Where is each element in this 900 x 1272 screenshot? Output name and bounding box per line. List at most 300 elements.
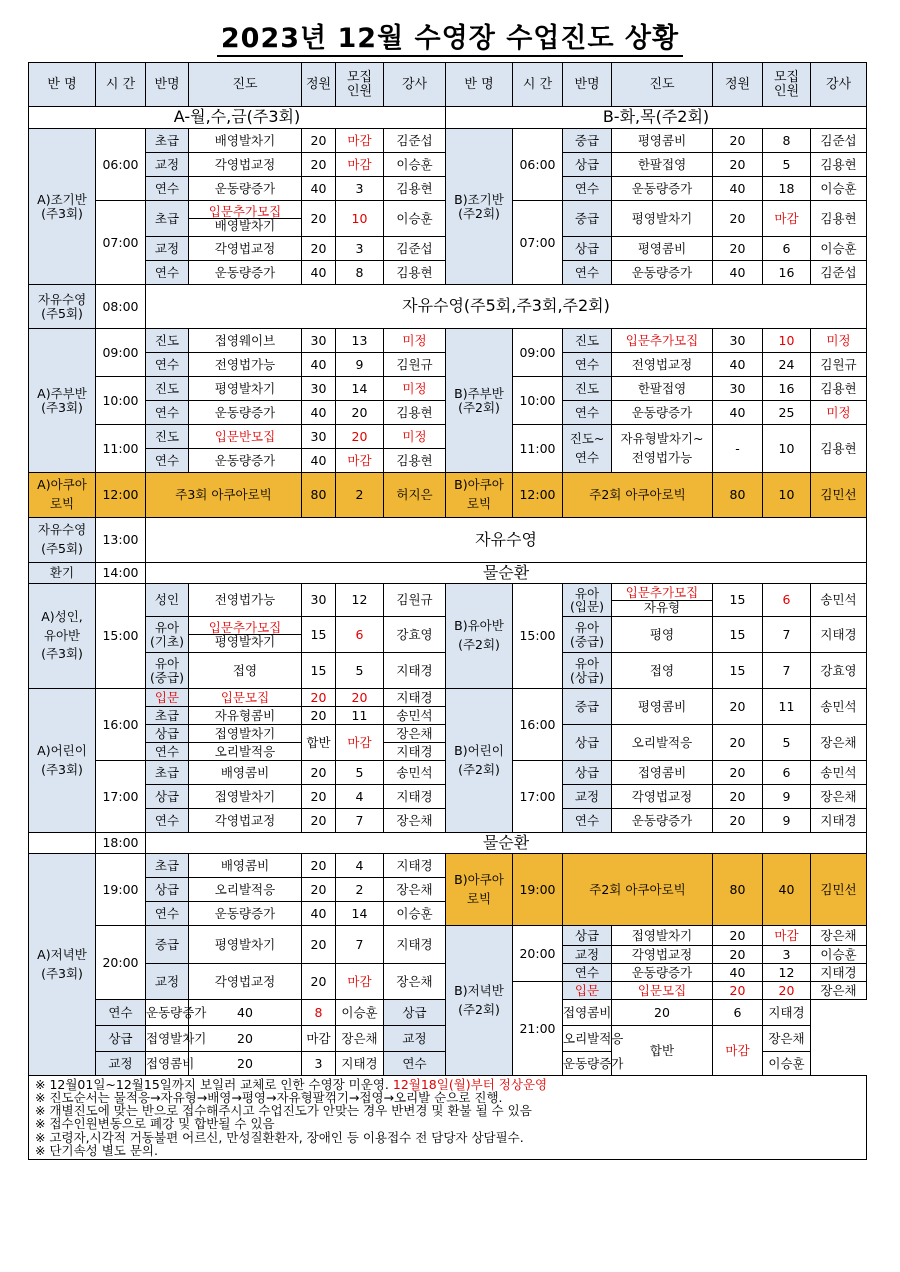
- progress-cell: [612, 584, 713, 617]
- teacher-cell: 지태경: [811, 964, 867, 982]
- capacity-cell: 20: [302, 926, 336, 964]
- progress-cell: 접영콤비: [612, 761, 713, 785]
- level-cell: 연수: [563, 177, 612, 201]
- level-cell: 유아 (중급): [563, 617, 612, 653]
- note-line: ※ 개별진도에 맞는 반으로 접수해주시고 수업진도가 안맞는 경우 반변경 및 환불 될 수 있음: [35, 1103, 532, 1119]
- progress-cell: [189, 617, 302, 653]
- teacher-cell: 장은채: [384, 964, 446, 1000]
- recruit-cell: 20: [336, 689, 384, 707]
- capacity-cell: 합반: [302, 725, 336, 761]
- time-cell: 07:00: [96, 201, 146, 285]
- capacity-cell: 30: [302, 377, 336, 401]
- level-cell: 진도: [146, 377, 189, 401]
- progress-cell: 평영발차기: [189, 377, 302, 401]
- capacity-cell: 20: [713, 689, 763, 725]
- recruit-cell: 40: [763, 854, 811, 926]
- teacher-cell: 지태경: [763, 1000, 811, 1026]
- progress-cell: 접영발차기: [189, 785, 302, 809]
- level-cell: 연수: [563, 353, 612, 377]
- teacher-cell: 김준섭: [811, 261, 867, 285]
- level-cell: 연수: [563, 809, 612, 833]
- teacher-cell: 김용현: [811, 153, 867, 177]
- progress-recruit-note: 입문추가모집: [208, 619, 282, 635]
- level-cell: 초급: [146, 761, 189, 785]
- recruit-cell: 7: [763, 617, 811, 653]
- capacity-cell: 40: [713, 261, 763, 285]
- time-cell: 07:00: [513, 201, 563, 285]
- level-cell: 진도: [563, 329, 612, 353]
- teacher-cell: 김준섭: [384, 129, 446, 153]
- recruit-cell: 8: [763, 129, 811, 153]
- table-row: [29, 689, 867, 707]
- note-line: ※ 단기속성 별도 문의.: [35, 1142, 158, 1158]
- capacity-cell: 20: [302, 201, 336, 237]
- capacity-cell: -: [713, 425, 763, 473]
- progress-cell: 각영법교정: [189, 237, 302, 261]
- progress-cell: 오리발적응: [189, 743, 302, 761]
- progress-cell: 운동량증가: [563, 1052, 612, 1076]
- level-cell: 상급: [96, 1026, 146, 1052]
- capacity-cell: 20: [713, 129, 763, 153]
- progress-cell: 운동량증가: [612, 809, 713, 833]
- note-line: ※ 12월01일~12월15일까지 보일러 교체로 인한 수영장 미운영. 12월18일(월)부터 정상운영: [35, 1077, 548, 1092]
- level-cell: 연수: [563, 964, 612, 982]
- teacher-cell: 지태경: [384, 926, 446, 964]
- level-cell: 연수: [146, 401, 189, 425]
- recruit-cell: 16: [763, 377, 811, 401]
- capacity-cell: 30: [713, 377, 763, 401]
- recruit-cell: 4: [336, 785, 384, 809]
- capacity-cell: 30: [302, 584, 336, 617]
- teacher-cell: 장은채: [763, 1026, 811, 1052]
- time-cell: 16:00: [513, 689, 563, 761]
- level-cell: 연수: [146, 261, 189, 285]
- recruit-cell: 20: [336, 425, 384, 449]
- progress-cell: 오리발적응: [612, 725, 713, 761]
- time-cell: 12:00: [513, 473, 563, 518]
- teacher-cell: 지태경: [811, 617, 867, 653]
- aqua-row: [29, 473, 867, 518]
- progress-cell: 전영법가능: [189, 353, 302, 377]
- progress-cell: 운동량증가: [146, 1000, 189, 1026]
- level-cell: 상급: [563, 761, 612, 785]
- teacher-cell: 이승훈: [384, 201, 446, 237]
- capacity-cell: 40: [302, 401, 336, 425]
- progress-cell: 접영콤비: [146, 1052, 189, 1076]
- progress-cell: 각영법교정: [189, 964, 302, 1000]
- capacity-cell: 20: [302, 854, 336, 878]
- time-cell: 17:00: [513, 761, 563, 833]
- level-cell: 초급: [146, 201, 189, 237]
- level-cell: 중급: [146, 926, 189, 964]
- level-cell: 유아 (기초): [146, 617, 189, 653]
- level-cell: 교정: [146, 237, 189, 261]
- capacity-cell: 20: [713, 946, 763, 964]
- progress-sub: 평영발차기: [189, 634, 301, 648]
- progress-cell: 운동량증가: [189, 261, 302, 285]
- level-cell: 연수: [384, 1052, 446, 1076]
- header-row: [29, 63, 867, 107]
- level-cell: 상급: [563, 153, 612, 177]
- recruit-cell: 10: [763, 425, 811, 473]
- teacher-cell: 미정: [384, 329, 446, 353]
- teacher-cell: 송민석: [811, 689, 867, 725]
- level-cell: 입문: [146, 689, 189, 707]
- recruit-cell: 2: [336, 878, 384, 902]
- time-cell: 15:00: [96, 584, 146, 689]
- recruit-cell: 5: [336, 761, 384, 785]
- recruit-cell: 8: [336, 261, 384, 285]
- progress-cell: 운동량증가: [189, 902, 302, 926]
- capacity-cell: 40: [713, 401, 763, 425]
- recruit-cell: 마감: [763, 201, 811, 237]
- progress-cell: 자유형콤비: [189, 707, 302, 725]
- capacity-cell: 20: [713, 785, 763, 809]
- recruit-cell: 마감: [302, 1026, 336, 1052]
- capacity-cell: 80: [713, 854, 763, 926]
- level-cell: 연수: [146, 902, 189, 926]
- recruit-cell: 3: [336, 237, 384, 261]
- level-cell: 유아 (상급): [563, 653, 612, 689]
- capacity-cell: 20: [713, 982, 763, 1000]
- level-cell: 연수: [146, 449, 189, 473]
- level-cell: 유아 (입문): [563, 584, 612, 617]
- capacity-cell: 30: [713, 329, 763, 353]
- note-line: ※ 고령자,시각적 거동불편 어르신, 만성질환환자, 장애인 등 이용접수 전 담당자 상담필수.: [35, 1129, 524, 1145]
- recruit-cell: 10: [336, 201, 384, 237]
- teacher-cell: 장은채: [811, 785, 867, 809]
- recruit-cell: 마감: [336, 449, 384, 473]
- level-cell: 초급: [146, 707, 189, 725]
- header-cell: 진도: [612, 63, 713, 107]
- progress-cell: 입문모집: [189, 689, 302, 707]
- capacity-cell: 15: [713, 584, 763, 617]
- recruit-cell: 마감: [713, 1026, 763, 1076]
- time-cell: 15:00: [513, 584, 563, 689]
- teacher-cell: 장은채: [384, 809, 446, 833]
- progress-cell: 접영웨이브: [189, 329, 302, 353]
- group-label: B)주부반 (주2회): [446, 329, 513, 473]
- group-label: A)성인, 유아반 (주3회): [29, 584, 96, 689]
- level-cell: 진도: [146, 425, 189, 449]
- level-cell: 연수: [563, 401, 612, 425]
- group-label: B)어린이 (주2회): [446, 689, 513, 833]
- table-row: [29, 129, 867, 153]
- notes-row: [29, 1076, 867, 1160]
- teacher-cell: 장은채: [811, 982, 867, 1000]
- level-cell: 중급: [563, 689, 612, 725]
- teacher-cell: 미정: [811, 401, 867, 425]
- progress-cell: 접영발차기: [189, 725, 302, 743]
- aqua-class: 주3회 아쿠아로빅: [146, 473, 302, 518]
- recruit-cell: 마감: [336, 964, 384, 1000]
- header-cell: 강사: [384, 63, 446, 107]
- table-row: [29, 563, 867, 584]
- capacity-cell: 20: [713, 809, 763, 833]
- teacher-cell: 지태경: [384, 689, 446, 707]
- progress-cell: 입문추가모집: [612, 329, 713, 353]
- progress-cell: 오리발적응: [189, 878, 302, 902]
- time-cell: 18:00: [96, 833, 146, 854]
- time-cell: 11:00: [513, 425, 563, 473]
- recruit-cell: 6: [763, 584, 811, 617]
- progress-cell: 접영콤비: [563, 1000, 612, 1026]
- level-cell: 교정: [146, 964, 189, 1000]
- teacher-cell: 이승훈: [811, 946, 867, 964]
- teacher-cell: 허지은: [384, 473, 446, 518]
- teacher-cell: 김준섭: [384, 237, 446, 261]
- recruit-cell: 3: [302, 1052, 336, 1076]
- teacher-cell: 김용현: [384, 261, 446, 285]
- time-cell: 20:00: [513, 926, 563, 982]
- teacher-cell: 미정: [384, 377, 446, 401]
- time-cell: 14:00: [96, 563, 146, 584]
- progress-cell: 자유형발차기~ 전영법가능: [612, 425, 713, 473]
- teacher-cell: 김준섭: [811, 129, 867, 153]
- progress-cell: 운동량증가: [189, 449, 302, 473]
- teacher-cell: 이승훈: [811, 177, 867, 201]
- group-label: B)조기반 (주2회): [446, 129, 513, 285]
- recruit-cell: 24: [763, 353, 811, 377]
- capacity-cell: 20: [302, 237, 336, 261]
- header-cell: 강사: [811, 63, 867, 107]
- progress-cell: 입문반모집: [189, 425, 302, 449]
- group-label: A)조기반 (주3회): [29, 129, 96, 285]
- recruit-cell: 9: [336, 353, 384, 377]
- teacher-cell: 송민석: [811, 584, 867, 617]
- progress-cell: 전영법교정: [612, 353, 713, 377]
- schedule-table: [28, 62, 867, 1160]
- time-cell: 12:00: [96, 473, 146, 518]
- teacher-cell: 김용현: [384, 177, 446, 201]
- level-cell: 연수: [146, 743, 189, 761]
- recruit-cell: 6: [713, 1000, 763, 1026]
- teacher-cell: 김용현: [811, 425, 867, 473]
- teacher-cell: 이승훈: [384, 153, 446, 177]
- level-cell: 연수: [146, 353, 189, 377]
- recruit-cell: 6: [336, 617, 384, 653]
- progress-cell: 운동량증가: [612, 964, 713, 982]
- progress-cell: 배영콤비: [189, 854, 302, 878]
- teacher-cell: 송민석: [384, 707, 446, 725]
- teacher-cell: 지태경: [811, 809, 867, 833]
- level-cell: 진도: [146, 329, 189, 353]
- progress-cell: 배영콤비: [189, 761, 302, 785]
- recruit-cell: 8: [302, 1000, 336, 1026]
- progress-cell: [189, 201, 302, 237]
- recruit-cell: 마감: [763, 926, 811, 946]
- teacher-cell: 김원규: [384, 584, 446, 617]
- progress-cell: 평영콤비: [612, 689, 713, 725]
- progress-cell: 각영법교정: [612, 946, 713, 964]
- recruit-cell: 11: [763, 689, 811, 725]
- progress-cell: 운동량증가: [189, 401, 302, 425]
- time-cell: 11:00: [96, 425, 146, 473]
- progress-cell: 운동량증가: [612, 261, 713, 285]
- level-cell: 진도: [563, 377, 612, 401]
- recruit-cell: 6: [763, 761, 811, 785]
- capacity-cell: 15: [713, 617, 763, 653]
- capacity-cell: 20: [302, 707, 336, 725]
- progress-cell: 한팔접영: [612, 377, 713, 401]
- capacity-cell: 20: [713, 237, 763, 261]
- capacity-cell: 20: [302, 964, 336, 1000]
- notes-cell: [29, 1076, 867, 1160]
- progress-cell: 운동량증가: [189, 177, 302, 201]
- capacity-cell: 40: [302, 353, 336, 377]
- level-cell: 상급: [563, 926, 612, 946]
- recruit-cell: 마감: [336, 725, 384, 761]
- progress-cell: 운동량증가: [612, 177, 713, 201]
- free-swim-banner: 자유수영(주5회,주3회,주2회): [146, 285, 867, 329]
- teacher-cell: 김민선: [811, 854, 867, 926]
- progress-cell: 평영발차기: [612, 201, 713, 237]
- capacity-cell: 80: [302, 473, 336, 518]
- level-cell: 초급: [146, 129, 189, 153]
- reopen-date-note: 12월18일(월)부터 정상운영: [392, 1077, 548, 1092]
- recruit-cell: 13: [336, 329, 384, 353]
- level-cell: 교정: [96, 1052, 146, 1076]
- header-cell: 시 간: [513, 63, 563, 107]
- capacity-cell: 40: [713, 353, 763, 377]
- group-label: [29, 833, 96, 854]
- group-label: A)어린이 (주3회): [29, 689, 96, 833]
- teacher-cell: 김용현: [811, 377, 867, 401]
- table-row: [29, 329, 867, 353]
- recruit-cell: 5: [763, 725, 811, 761]
- capacity-cell: 합반: [612, 1026, 713, 1076]
- progress-recruit-note: 입문추가모집: [208, 203, 282, 219]
- teacher-cell: 장은채: [336, 1026, 384, 1052]
- time-cell: 16:00: [96, 689, 146, 761]
- time-cell: 08:00: [96, 285, 146, 329]
- capacity-cell: 30: [302, 425, 336, 449]
- time-cell: 10:00: [96, 377, 146, 425]
- level-cell: 상급: [146, 878, 189, 902]
- progress-cell: 각영법교정: [612, 785, 713, 809]
- recruit-cell: 20: [763, 982, 811, 1000]
- group-label: A)아쿠아 로빅: [29, 473, 96, 518]
- progress-cell: 접영발차기: [146, 1026, 189, 1052]
- time-cell: 21:00: [513, 982, 563, 1076]
- header-cell: 반 명: [29, 63, 96, 107]
- teacher-cell: 이승훈: [336, 1000, 384, 1026]
- progress-cell: 평영발차기: [189, 926, 302, 964]
- level-cell: 교정: [563, 785, 612, 809]
- progress-recruit-note: 입문추가모집: [625, 585, 699, 601]
- recruit-cell: 3: [336, 177, 384, 201]
- recruit-cell: 2: [336, 473, 384, 518]
- capacity-cell: 20: [302, 689, 336, 707]
- group-label: 자유수영 (주5회): [29, 285, 96, 329]
- recruit-cell: 16: [763, 261, 811, 285]
- section-a-label: A-월,수,금(주3회): [29, 107, 446, 129]
- level-cell: 상급: [384, 1000, 446, 1026]
- group-label: B)유아반 (주2회): [446, 584, 513, 689]
- teacher-cell: 지태경: [384, 854, 446, 878]
- table-row: [29, 518, 867, 563]
- recruit-cell: 5: [763, 153, 811, 177]
- capacity-cell: 40: [302, 902, 336, 926]
- recruit-cell: 7: [763, 653, 811, 689]
- header-cell: 시 간: [96, 63, 146, 107]
- progress-cell: 입문모집: [612, 982, 713, 1000]
- level-cell: 중급: [563, 129, 612, 153]
- level-cell: 연수: [96, 1000, 146, 1026]
- recruit-cell: 7: [336, 926, 384, 964]
- teacher-cell: 김원규: [811, 353, 867, 377]
- capacity-cell: 20: [302, 878, 336, 902]
- group-label: 환기: [29, 563, 96, 584]
- level-cell: 중급: [563, 201, 612, 237]
- level-cell: 성인: [146, 584, 189, 617]
- teacher-cell: 송민석: [384, 761, 446, 785]
- aqua-class: 주2회 아쿠아로빅: [563, 473, 713, 518]
- recruit-cell: 마감: [336, 129, 384, 153]
- water-circulation-banner: 물순환: [146, 563, 867, 584]
- section-b-label: B-화,목(주2회): [446, 107, 867, 129]
- note-line: ※ 진도순서는 물적응→자유형→배영→평영→자유형팔꺾기→접영→오리발 순으로 진행.: [35, 1090, 503, 1106]
- level-cell: 연수: [563, 261, 612, 285]
- progress-cell: 운동량증가: [612, 401, 713, 425]
- capacity-cell: 20: [713, 201, 763, 237]
- section-row: [29, 107, 867, 129]
- progress-cell: 한팔접영: [612, 153, 713, 177]
- aqua-class: 주2회 아쿠아로빅: [563, 854, 713, 926]
- teacher-cell: 지태경: [384, 743, 446, 761]
- header-cell: 반명: [146, 63, 189, 107]
- group-label: A)저녁반 (주3회): [29, 854, 96, 1076]
- time-cell: 17:00: [96, 761, 146, 833]
- recruit-cell: 12: [763, 964, 811, 982]
- progress-sub: 자유형: [612, 600, 712, 614]
- group-label: B)저녁반 (주2회): [446, 926, 513, 1076]
- capacity-cell: 40: [713, 177, 763, 201]
- time-cell: 10:00: [513, 377, 563, 425]
- recruit-cell: 12: [336, 584, 384, 617]
- capacity-cell: 40: [713, 964, 763, 982]
- header-cell: 반 명: [446, 63, 513, 107]
- note-line: ※ 접수인원변동으로 폐강 및 합반될 수 있음: [35, 1116, 275, 1132]
- header-cell: 정원: [302, 63, 336, 107]
- time-cell: 06:00: [96, 129, 146, 201]
- recruit-cell: 25: [763, 401, 811, 425]
- capacity-cell: 20: [302, 153, 336, 177]
- capacity-cell: 15: [302, 617, 336, 653]
- header-cell: 정원: [713, 63, 763, 107]
- recruit-cell: 마감: [336, 153, 384, 177]
- recruit-cell: 9: [763, 809, 811, 833]
- group-label: A)주부반 (주3회): [29, 329, 96, 473]
- teacher-cell: 지태경: [384, 653, 446, 689]
- teacher-cell: 미정: [811, 329, 867, 353]
- level-cell: 연수: [146, 177, 189, 201]
- level-cell: 연수: [146, 809, 189, 833]
- level-cell: 교정: [563, 946, 612, 964]
- recruit-cell: 10: [763, 473, 811, 518]
- capacity-cell: 20: [713, 725, 763, 761]
- teacher-cell: 장은채: [384, 725, 446, 743]
- capacity-cell: 40: [189, 1000, 302, 1026]
- recruit-cell: 6: [763, 237, 811, 261]
- teacher-cell: 이승훈: [811, 237, 867, 261]
- recruit-cell: 14: [336, 377, 384, 401]
- progress-cell: 접영: [189, 653, 302, 689]
- table-row: [29, 285, 867, 329]
- table-row: [29, 833, 867, 854]
- table-row: [29, 584, 867, 617]
- capacity-cell: 15: [302, 653, 336, 689]
